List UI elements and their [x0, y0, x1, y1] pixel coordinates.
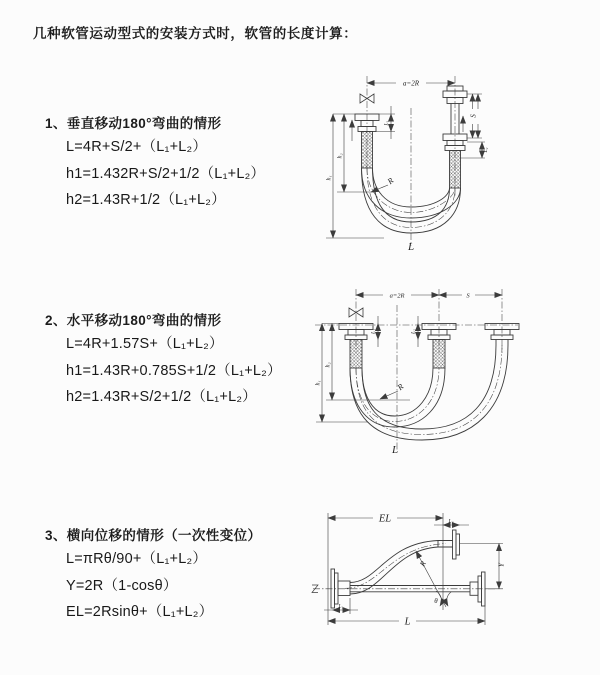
dim-label-s: S — [466, 292, 470, 300]
dim-label-h2: h₂ — [325, 362, 332, 368]
page-title: 几种软管运动型式的安装方式时，软管的长度计算： — [33, 26, 358, 41]
hose-outline — [312, 530, 485, 608]
formula-line: L=πRθ/90+（L₁+L₂） — [66, 551, 208, 567]
dim-label-el: EL — [378, 513, 392, 525]
formula-line: L=4R+1.57S+（L₁+L₂） — [66, 336, 224, 352]
section-1-heading: 1、垂直移动180°弯曲的情形 — [45, 116, 222, 131]
section-3-heading: 3、横向位移的情形（一次性变位） — [45, 528, 262, 543]
dim-label-h1: h₁ — [326, 175, 333, 181]
radius-label: R — [385, 175, 396, 187]
diagram-vertical-180-bend — [312, 68, 512, 268]
dim-label-a2r: a=2R — [403, 79, 419, 88]
formula-line: EL=2Rsinθ+（L₁+L₂） — [66, 604, 214, 620]
length-label: L — [391, 444, 399, 456]
dim-label-l2: L₂ — [483, 147, 489, 153]
formula-line: h1=1.432R+S/2+1/2（L₁+L₂） — [66, 165, 266, 182]
dim-label-h1: h₁ — [315, 380, 322, 386]
dim-label-l2: L₂ — [410, 329, 417, 334]
dim-label-l1: L₁ — [370, 329, 377, 334]
length-label: L — [404, 616, 411, 628]
formula-line: h2=1.43R+S/2+1/2（L₁+L₂） — [66, 389, 257, 405]
centerlines — [313, 544, 495, 589]
label-masks — [373, 511, 416, 626]
dim-label-y: Y — [496, 562, 506, 568]
dimension-lines — [316, 292, 502, 422]
dim-label-l2: L₂ — [448, 518, 454, 525]
formula-line: h1=1.43R+0.785S+1/2（L₁+L₂） — [66, 362, 282, 379]
hose-outline — [339, 308, 519, 440]
dim-label-s: S — [469, 114, 478, 118]
dimension-lines — [326, 83, 485, 238]
section-lateral-displacement — [45, 524, 261, 626]
angle-label: θ — [434, 597, 438, 605]
formula-line: h2=1.43R+1/2（L₁+L₂） — [66, 192, 226, 208]
diagram-horizontal-180-bend — [310, 283, 522, 461]
dim-label-l1: L₁ — [383, 120, 390, 126]
section-horizontal-movement — [45, 309, 282, 411]
dim-label-l1: L₁ — [338, 603, 344, 610]
dim-label-h2: h₂ — [337, 153, 344, 159]
centerlines — [315, 289, 518, 451]
section-2-heading: 2、水平移动180°弯曲的情形 — [45, 313, 222, 328]
section-vertical-movement — [45, 112, 265, 214]
radius-label: R — [395, 381, 406, 393]
centerlines — [367, 76, 455, 246]
dim-label-a2r: a=2R — [389, 292, 405, 300]
length-label: L — [407, 241, 415, 253]
formula-line: Y=2R（1-cosθ） — [66, 577, 178, 594]
radius-label: R — [417, 559, 428, 568]
dimension-lines — [324, 513, 503, 625]
diagram-lateral-displacement — [303, 503, 518, 643]
formula-line: L=4R+S/2+（L₁+L₂） — [66, 139, 208, 155]
